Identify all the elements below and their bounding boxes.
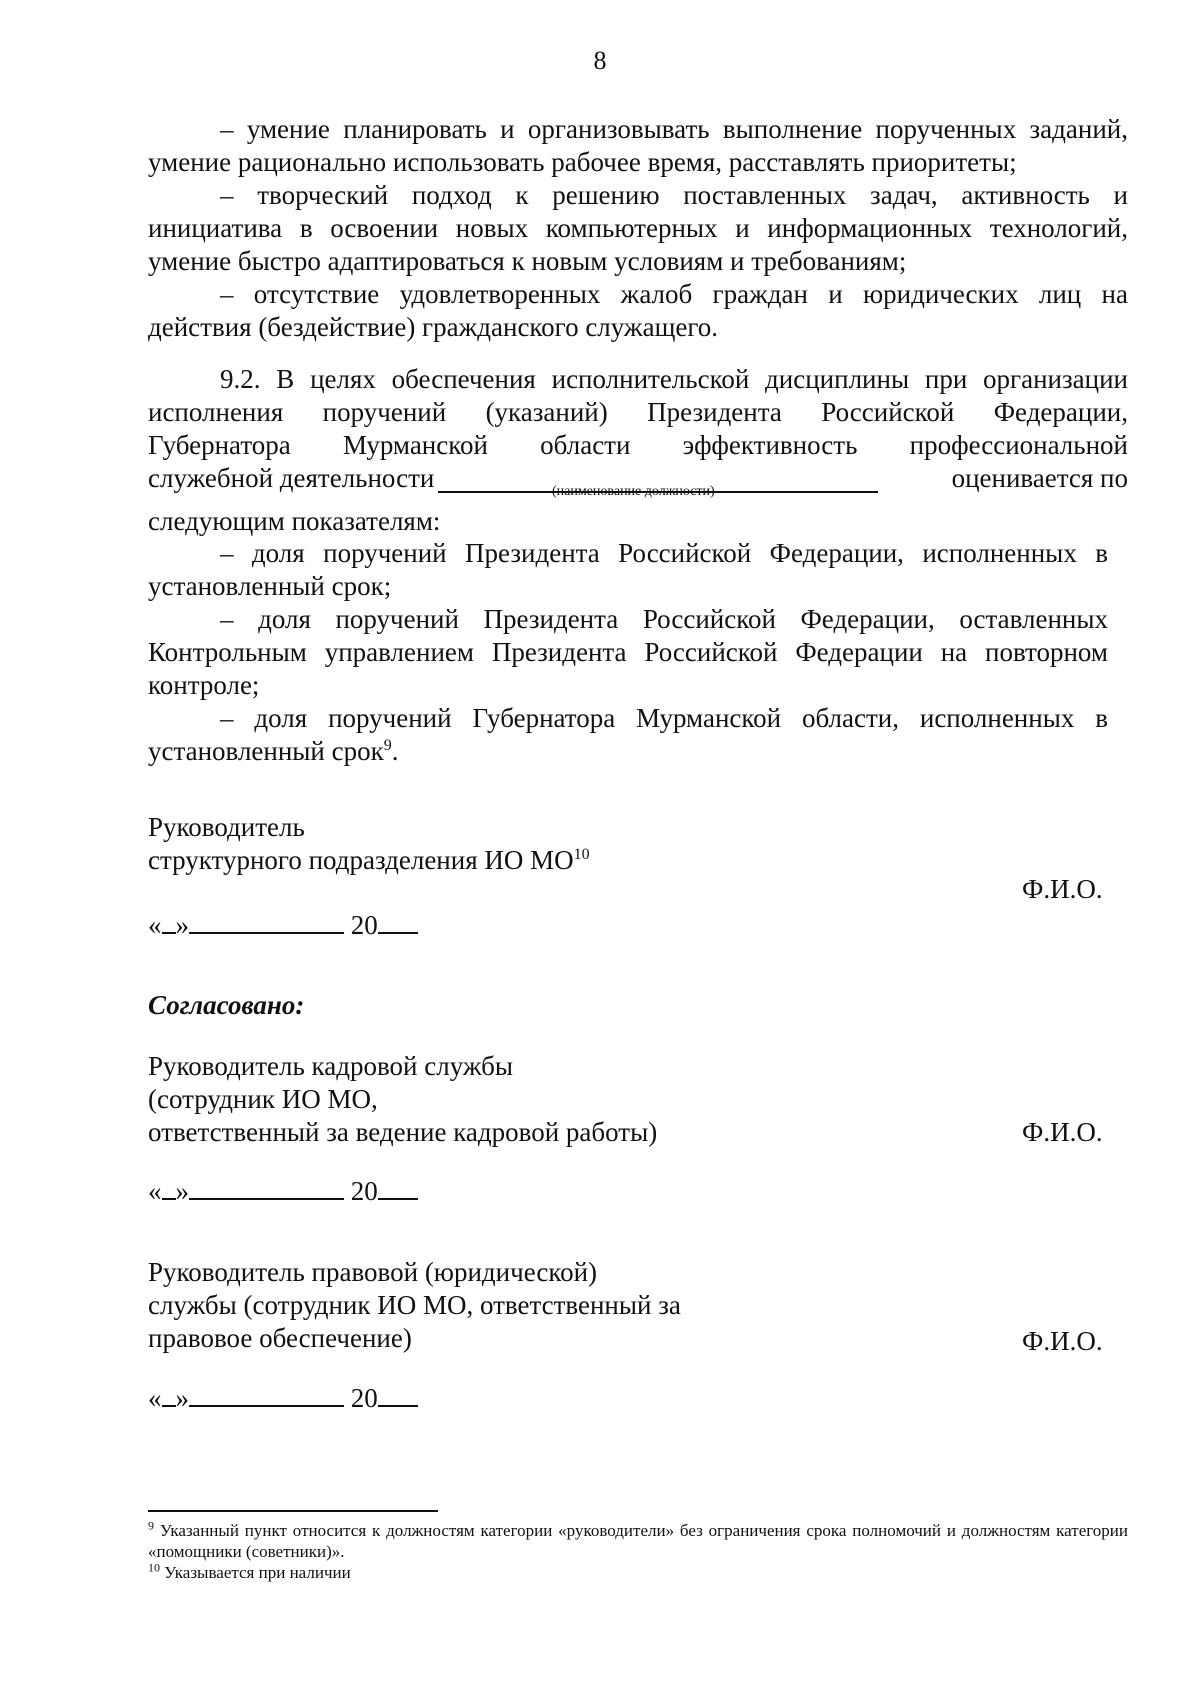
footnotes — [148, 1520, 1128, 1583]
year-blank — [378, 1176, 418, 1200]
footnote-number: 9 — [148, 1518, 154, 1533]
year-prefix: 20 — [350, 910, 378, 940]
blank-caption: (наименование должности) — [552, 484, 715, 499]
sign2-line3: ответственный за ведение кадровой работы) — [148, 1117, 658, 1147]
footnote-number: 10 — [148, 1560, 160, 1575]
sign2-date — [148, 1176, 418, 1207]
year-blank — [378, 910, 418, 934]
sign3-date — [148, 1383, 418, 1414]
clause-9-2 — [148, 363, 1128, 495]
bullet-list-indicators — [148, 537, 1108, 768]
list-item: – доля поручений Президента Российской Федерации, оставленных Контрольным управлением Президента Российской Федерации на повторном контроле; — [148, 604, 1108, 700]
sign1-date — [148, 910, 418, 941]
date-open-quote: « — [148, 910, 162, 940]
day-blank — [162, 1176, 176, 1200]
list-item-end: . — [391, 736, 399, 766]
list-item — [148, 702, 1108, 768]
clause-line-end: оценивается по — [951, 463, 1128, 493]
footnote-10 — [148, 1562, 1128, 1583]
month-blank — [189, 1176, 344, 1200]
month-blank — [189, 1383, 344, 1407]
footnote-ref: 9 — [383, 737, 392, 754]
sign1-line1: Руководитель — [148, 812, 305, 842]
date-open-quote: « — [148, 1383, 162, 1413]
list-item: – умение планировать и организовывать выполнение порученных заданий, умение рационально использовать рабочее время, расставлять приоритеты; — [148, 114, 1128, 177]
footnote-9 — [148, 1520, 1128, 1562]
sign1-line2 — [148, 845, 590, 876]
clause-line-start: служебной деятельности — [148, 463, 435, 493]
date-close-quote: » — [175, 1176, 189, 1206]
page-number: 8 — [593, 46, 607, 75]
sign3-line3: правовое обеспечение) — [148, 1323, 412, 1353]
footnote-text: Указанный пункт относится к должностям категории «руководители» без ограничения срока полномочий и должностям категории «помощники (советники)». — [148, 1521, 1128, 1561]
clause-line: 9.2. В целях обеспечения исполнительской дисциплины при организации — [220, 364, 1128, 394]
sign3-fio: Ф.И.О. — [1022, 1326, 1103, 1356]
list-item-text: – доля поручений Губернатора Мурманской области, исполненных в установленный срок — [148, 703, 1108, 766]
day-blank — [162, 1383, 176, 1407]
sign3-line1: Руководитель правовой (юридической) — [148, 1257, 598, 1287]
sign1-line2-text: структурного подразделения ИО МО — [148, 845, 574, 875]
clause-line: следующим показателям: — [148, 506, 441, 536]
day-blank — [162, 910, 176, 934]
date-close-quote: » — [175, 910, 189, 940]
sign3-line2: службы (сотрудник ИО МО, ответственный за — [148, 1290, 681, 1320]
sign2-line2: (сотрудник ИО МО, — [148, 1084, 378, 1114]
year-prefix: 20 — [350, 1383, 378, 1413]
year-blank — [378, 1383, 418, 1407]
month-blank — [189, 910, 344, 934]
footnote-separator — [148, 1510, 438, 1512]
sign1-fio: Ф.И.О. — [1022, 874, 1103, 904]
date-close-quote: » — [175, 1383, 189, 1413]
bullet-list-skills — [148, 113, 1128, 344]
footnote-text: Указывается при наличии — [164, 1563, 351, 1582]
clause-line: Губернатора Мурманской области эффективность профессиональной — [148, 430, 1128, 460]
year-prefix: 20 — [350, 1176, 378, 1206]
list-item: – отсутствие удовлетворенных жалоб граждан и юридических лиц на действия (бездействие) гражданского служащего. — [148, 279, 1128, 342]
list-item: – доля поручений Президента Российской Федерации, исполненных в установленный срок; — [148, 538, 1108, 601]
list-item: – творческий подход к решению поставленных задач, активность и инициатива в освоении новых компьютерных и информационных технологий, умение быстро адаптироваться к новым условиям и требованиям; — [148, 180, 1128, 276]
date-open-quote: « — [148, 1176, 162, 1206]
sign2-fio: Ф.И.О. — [1022, 1117, 1103, 1147]
clause-line: исполнения поручений (указаний) Президента Российской Федерации, — [148, 397, 1128, 427]
agreed-heading: Согласовано: — [148, 990, 305, 1020]
sign2-line1: Руководитель кадровой службы — [148, 1051, 514, 1081]
footnote-ref: 10 — [573, 846, 590, 863]
